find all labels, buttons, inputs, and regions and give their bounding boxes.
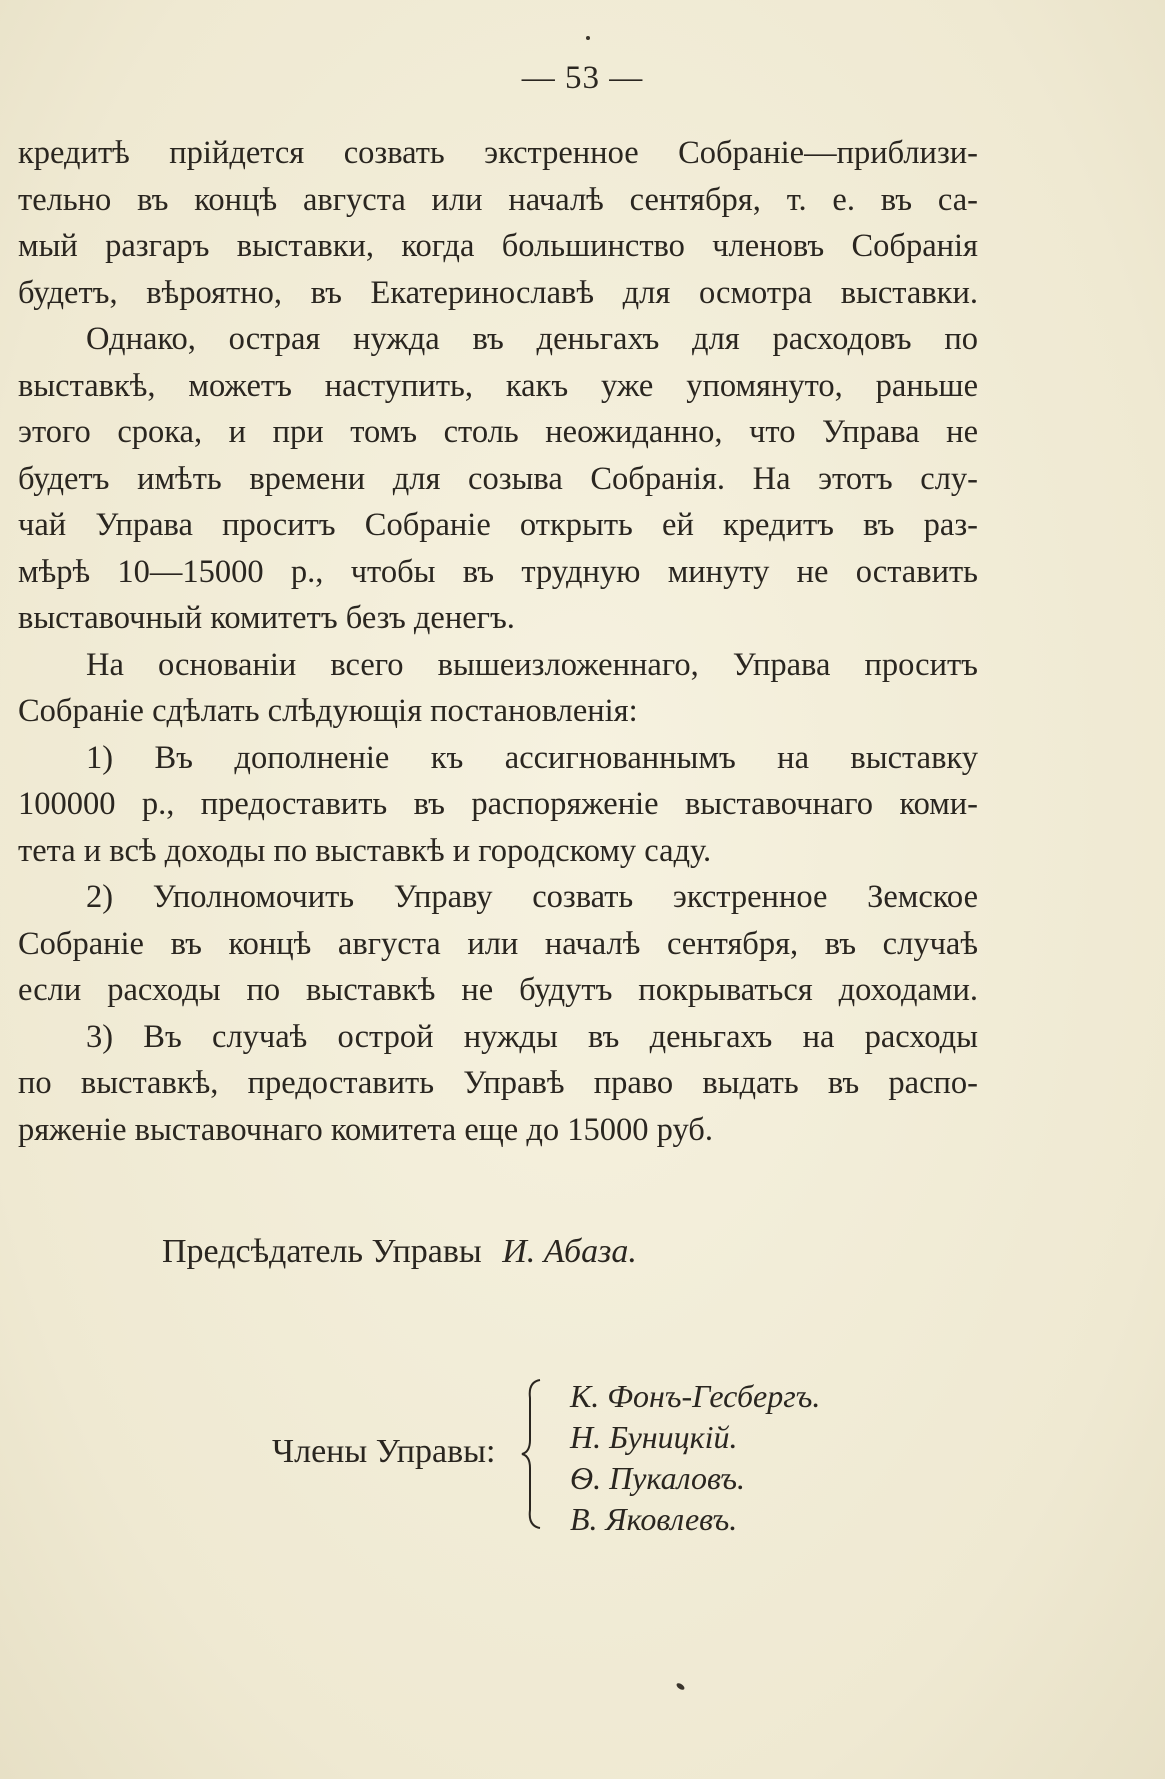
body-text	[18, 130, 978, 1153]
paragraph	[18, 130, 978, 316]
members-list	[570, 1376, 820, 1540]
chairman-name: И. Абаза.	[502, 1233, 637, 1270]
text-line: тета и всѣ доходы по выставкѣ и городскому саду.	[18, 832, 712, 869]
members-label: Члены Управы:	[272, 1433, 496, 1470]
member-name: К. Фонъ-Гесбергъ.	[570, 1378, 821, 1414]
text-line: кредитѣ прійдется созвать экстренное Собраніе—приблизи-	[18, 135, 978, 171]
text-line: На основаніи всего вышеизложеннаго, Управа проситъ	[86, 646, 978, 683]
paragraph	[18, 1014, 978, 1154]
chairman-label: Предсѣдатель Управы	[162, 1233, 482, 1270]
text-line: 2) Уполномочить Управу созвать экстренное Земское	[86, 879, 978, 915]
text-line: Собраніе сдѣлать слѣдующія постановленія:	[18, 693, 638, 729]
text-line: 1) Въ дополненіе къ ассигнованнымъ на выставку	[86, 739, 978, 776]
text-line: чай Управа проситъ Собраніе открыть ей кредитъ въ раз-	[18, 507, 978, 543]
paragraph	[18, 316, 978, 642]
member-name: Н. Буницкій.	[570, 1419, 738, 1455]
ink-speck	[586, 36, 590, 40]
text-line: 100000 р., предоставить въ распоряженіе выставочнаго коми-	[18, 786, 978, 822]
text-line: тельно въ концѣ августа или началѣ сентября, т. е. въ са-	[18, 181, 978, 218]
page-number: — 53 —	[521, 60, 644, 96]
paragraph	[18, 874, 978, 1014]
paragraph	[18, 735, 978, 875]
member-name: В. Яковлевъ.	[570, 1501, 738, 1537]
text-line: мѣрѣ 10—15000 р., чтобы въ трудную минуту не оставить	[18, 553, 978, 590]
text-line: Однако, острая нужда въ деньгахъ для расходовъ по	[86, 321, 978, 357]
member-name: Ѳ. Пукаловъ.	[570, 1460, 746, 1496]
curly-brace-icon	[520, 1378, 544, 1530]
text-line: Собраніе въ концѣ августа или началѣ сентября, въ случаѣ	[18, 925, 978, 962]
text-line: мый разгаръ выставки, когда большинство членовъ Собранія	[18, 228, 978, 264]
text-line: этого срока, и при томъ столь неожиданно, что Управа не	[18, 414, 978, 450]
text-line: будетъ имѣть времени для созыва Собранія. На этотъ слу-	[18, 460, 978, 497]
text-line: ряженіе выставочнаго комитета еще до 15000 руб.	[18, 1111, 713, 1148]
text-line: выставочный комитетъ безъ денегъ.	[18, 600, 515, 636]
chairman-signature	[162, 1233, 637, 1271]
text-line: 3) Въ случаѣ острой нужды въ деньгахъ на расходы	[86, 1018, 978, 1055]
text-line: если расходы по выставкѣ не будутъ покрываться доходами.	[18, 972, 978, 1008]
text-line: выставкѣ, можетъ наступить, какъ уже упомянуто, раньше	[18, 367, 978, 404]
text-line: по выставкѣ, предоставить Управѣ право выдать въ распо-	[18, 1065, 978, 1101]
text-line: будетъ, вѣроятно, въ Екатеринославѣ для осмотра выставки.	[18, 274, 978, 311]
ink-speck	[675, 1682, 685, 1691]
paragraph	[18, 642, 978, 735]
